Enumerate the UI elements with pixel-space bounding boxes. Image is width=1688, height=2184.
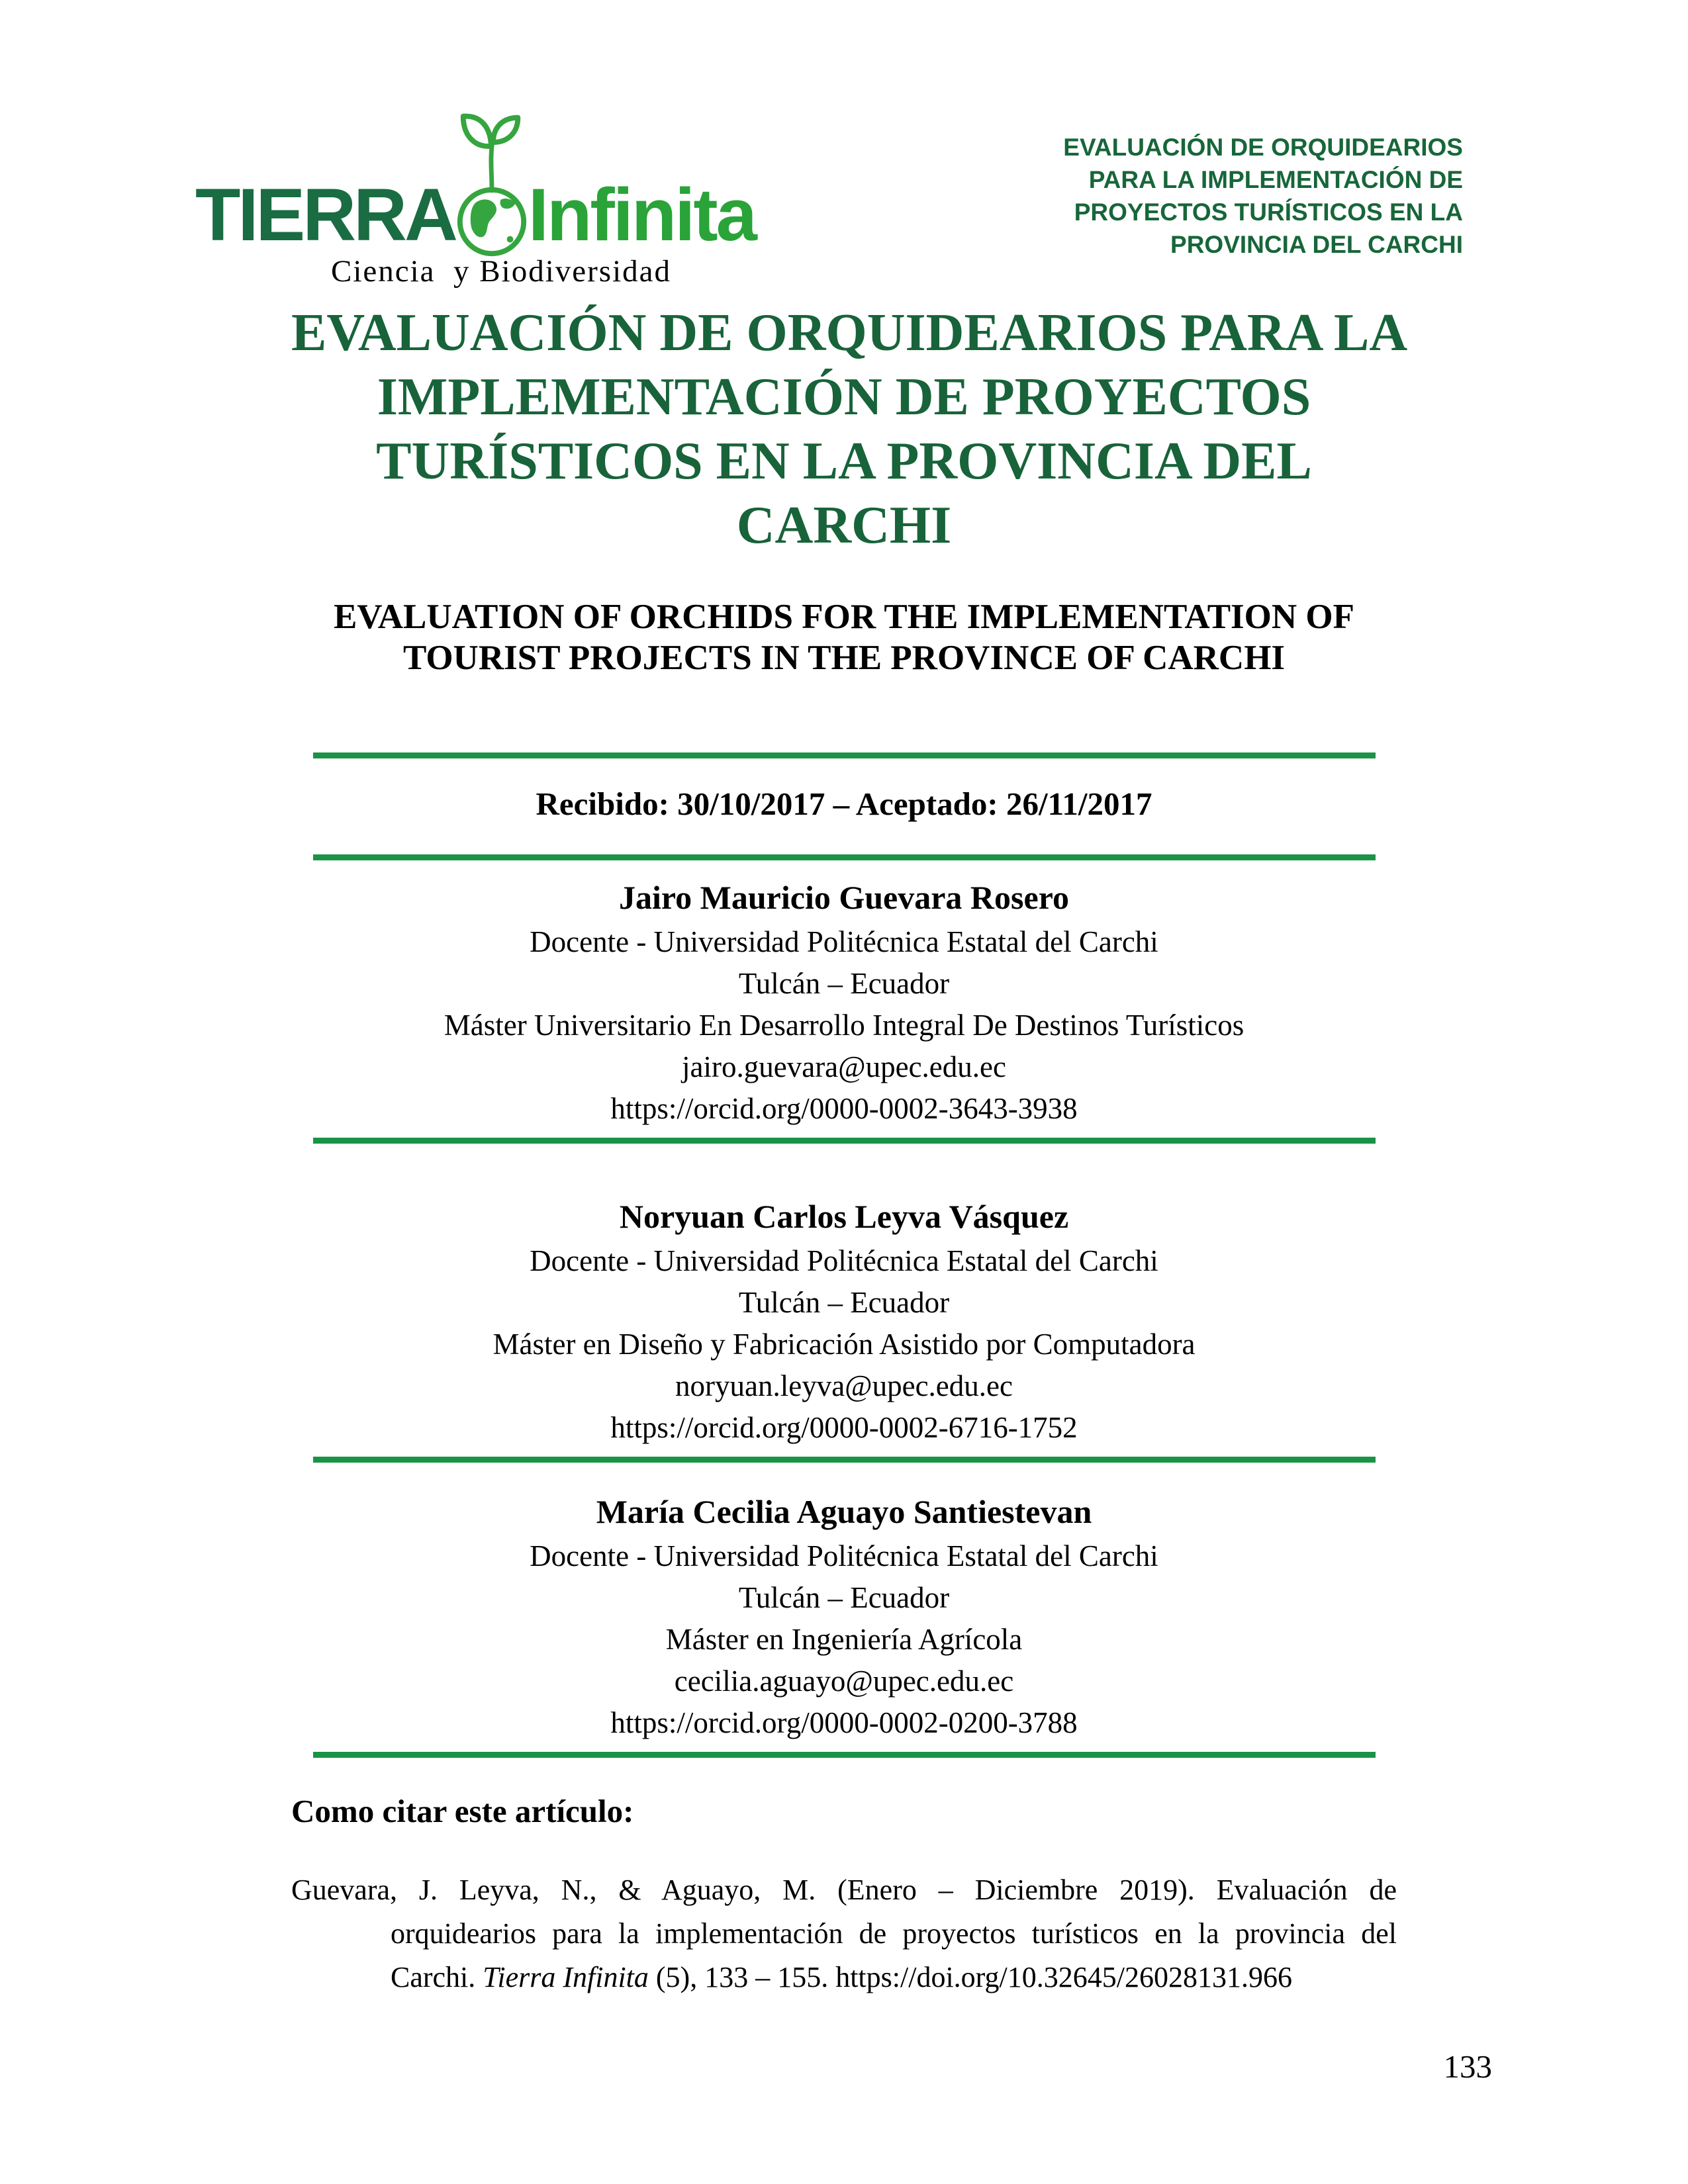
running-head-line: PROVINCIA DEL CARCHI — [1170, 231, 1463, 258]
running-head-line: PARA LA IMPLEMENTACIÓN DE — [1088, 166, 1463, 193]
citation-doi-url: (5), 133 – 155. https://doi.org/10.32645/26028131.966 — [648, 1961, 1292, 1993]
citation-text — [291, 1868, 1397, 1999]
citation-text-part: Carchi — [391, 1961, 469, 1993]
page-number: 133 — [1443, 2048, 1492, 2085]
logo-text-tierra: TIERRA — [195, 173, 455, 256]
author-email: cecilia.aguayo@upec.edu.ec — [674, 1664, 1014, 1698]
author-email: noryuan.leyva@upec.edu.ec — [675, 1369, 1013, 1402]
author-name: Noryuan Carlos Leyva Vásquez — [619, 1198, 1069, 1235]
author-name: Jairo Mauricio Guevara Rosero — [619, 879, 1069, 916]
running-head-line: PROYECTOS TURÍSTICOS EN LA — [1074, 199, 1463, 226]
globe-sprout-icon — [453, 105, 531, 264]
section-divider-rule — [313, 752, 1376, 758]
author-name: María Cecilia Aguayo Santiestevan — [596, 1493, 1092, 1530]
journal-logo-row — [195, 105, 755, 264]
citation-line: Guevara, J. Leyva, N., & Aguayo, M. (Enero – Diciembre 2019). Evaluación de — [291, 1874, 1397, 1906]
article-content — [291, 301, 1408, 1999]
author-degree: Máster en Ingeniería Agrícola — [665, 1623, 1023, 1656]
title-line: CARCHI — [736, 496, 952, 555]
author-affiliation: Docente - Universidad Politécnica Estatal del Carchi — [530, 1539, 1158, 1572]
author-block-3 — [291, 1492, 1397, 1744]
citation-line: orquidearios para la implementación de proyectos turísticos en la provincia del — [391, 1917, 1397, 1950]
citation-text-part: . — [468, 1961, 483, 1993]
title-line: IMPLEMENTACIÓN DE PROYECTOS — [377, 368, 1311, 426]
logo-text-infinita: Infinita — [528, 173, 755, 256]
author-email: jairo.guevara@upec.edu.ec — [682, 1050, 1006, 1083]
received-accepted-dates: Recibido: 30/10/2017 – Aceptado: 26/11/2017 — [536, 786, 1152, 822]
author-orcid-url: https://orcid.org/0000-0002-6716-1752 — [610, 1411, 1078, 1444]
article-title-es — [291, 301, 1408, 558]
logo-tagline: Ciencia y Biodiversidad — [331, 254, 671, 289]
author-orcid-url: https://orcid.org/0000-0002-0200-3788 — [610, 1706, 1078, 1739]
section-divider-rule — [313, 1457, 1376, 1463]
author-location: Tulcán – Ecuador — [738, 1286, 950, 1319]
running-head-line: EVALUACIÓN DE ORQUIDEARIOS — [1063, 134, 1463, 161]
citation-journal-name: Tierra Infinita — [483, 1961, 649, 1993]
section-divider-rule — [313, 854, 1376, 860]
author-degree: Máster Universitario En Desarrollo Integral De Destinos Turísticos — [444, 1009, 1244, 1042]
author-affiliation: Docente - Universidad Politécnica Estatal del Carchi — [530, 925, 1158, 958]
author-degree: Máster en Diseño y Fabricación Asistido por Computadora — [492, 1328, 1196, 1361]
citation-line — [291, 1956, 1397, 1999]
section-divider-rule — [313, 1138, 1376, 1144]
journal-logo — [195, 105, 755, 289]
section-divider-rule — [313, 1752, 1376, 1758]
title-line: TURÍSTICOS EN LA PROVINCIA DEL — [376, 432, 1312, 490]
author-location: Tulcán – Ecuador — [738, 967, 950, 1000]
article-title-en — [291, 596, 1397, 678]
author-orcid-url: https://orcid.org/0000-0002-3643-3938 — [610, 1092, 1078, 1125]
running-head — [1039, 131, 1463, 261]
subtitle-line: EVALUATION OF ORCHIDS FOR THE IMPLEMENTATION OF — [333, 598, 1355, 636]
author-block-1 — [291, 878, 1397, 1130]
author-location: Tulcán – Ecuador — [738, 1581, 950, 1614]
subtitle-line: TOURIST PROJECTS IN THE PROVINCE OF CARCHI — [402, 639, 1286, 677]
citation-heading: Como citar este artículo: — [291, 1793, 634, 1829]
author-affiliation: Docente - Universidad Politécnica Estatal del Carchi — [530, 1244, 1158, 1277]
title-line: EVALUACIÓN DE ORQUIDEARIOS PARA LA — [291, 304, 1408, 362]
author-block-2 — [291, 1197, 1397, 1449]
